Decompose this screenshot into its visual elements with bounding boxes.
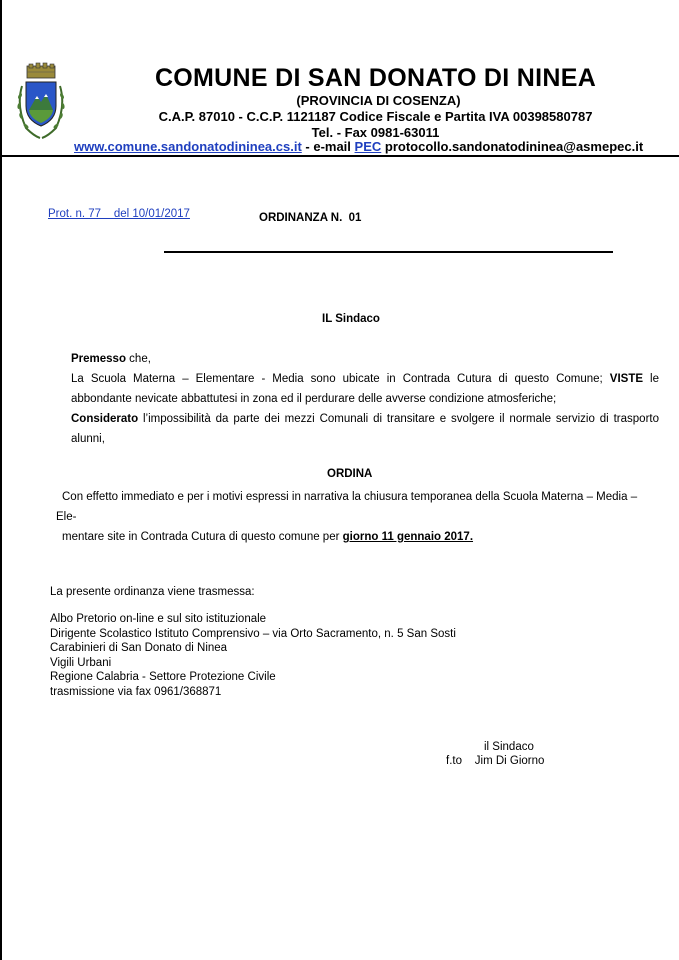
ordina-line-1: Con effetto immediato e per i motivi espressi in narrativa la chiusura temporanea della Scuola Materna – Media – Ele- bbox=[56, 491, 638, 523]
premesso-bold: Premesso bbox=[71, 353, 126, 365]
ordina-line-2 bbox=[56, 527, 653, 547]
sindaco-heading: IL Sindaco bbox=[322, 313, 380, 325]
protocol-number: Prot. n. 77 del 10/01/2017 bbox=[48, 208, 190, 220]
signature-title: il Sindaco bbox=[484, 741, 534, 753]
trasmessa-line: La presente ordinanza viene trasmessa: bbox=[50, 586, 255, 598]
list-item: trasmissione via fax 0961/368871 bbox=[50, 685, 222, 698]
scuola-post: le abbondante nevicate abbattutesi in zona ed il perdurare delle avverse condizione atmosferiche; bbox=[71, 373, 659, 405]
email-prefix: - e-mail bbox=[301, 139, 355, 154]
comune-title: COMUNE DI SAN DONATO DI NINEA bbox=[154, 64, 597, 92]
premesso-rest: che, bbox=[125, 353, 151, 365]
list-item: Vigili Urbani bbox=[50, 656, 112, 669]
tel-fax-line: Tel. - Fax 0981-63011 bbox=[311, 125, 440, 140]
list-item: Regione Calabria - Settore Protezione Civile bbox=[50, 671, 276, 683]
ordina-heading: ORDINA bbox=[327, 468, 373, 480]
letterhead bbox=[60, 63, 679, 154]
considerato-paragraph bbox=[71, 409, 659, 449]
ordinanza-divider bbox=[164, 251, 613, 253]
premesso-line bbox=[71, 349, 659, 369]
recipients-list bbox=[50, 612, 456, 699]
left-border bbox=[0, 0, 2, 960]
viste-bold: VISTE bbox=[609, 373, 644, 385]
contacts-line bbox=[74, 139, 643, 155]
premesso-section bbox=[71, 349, 659, 449]
list-item: Dirigente Scolastico Istituto Comprensivo – via Orto Sacramento, n. 5 San Sosti bbox=[50, 627, 456, 640]
website-link[interactable]: www.comune.sandonatodininea.cs.it bbox=[74, 139, 302, 154]
ordinanza-number: ORDINANZA N. 01 bbox=[259, 212, 362, 224]
considerato-rest: l’impossibilità da parte dei mezzi Comunali di transitare e svolgere il normale servizio di trasporto alunni, bbox=[71, 413, 659, 445]
ordina-line-2-pre: mentare site in Contrada Cutura di questo comune per bbox=[62, 531, 343, 543]
ordina-date: giorno 11 gennaio 2017. bbox=[342, 531, 474, 543]
considerato-bold: Considerato bbox=[71, 413, 139, 425]
pec-link[interactable]: PEC bbox=[354, 139, 382, 154]
scuola-pre: La Scuola Materna – Elementare - Media sono ubicate in Contrada Cutura di questo Comune; bbox=[71, 373, 610, 385]
email-address: protocollo.sandonatodininea@asmepec.it bbox=[381, 139, 644, 154]
header-divider bbox=[0, 155, 679, 157]
scuola-paragraph bbox=[71, 369, 659, 409]
ordina-section bbox=[56, 487, 653, 547]
list-item: Carabinieri di San Donato di Ninea bbox=[50, 642, 228, 654]
cap-line: C.A.P. 87010 - C.C.P. 1121187 Codice Fiscale e Partita IVA 00398580787 bbox=[158, 109, 593, 124]
list-item: Albo Pretorio on-line e sul sito istituzionale bbox=[50, 613, 267, 625]
signature-name: f.to Jim Di Giorno bbox=[446, 755, 545, 767]
provincia-line: (PROVINCIA DI COSENZA) bbox=[296, 93, 461, 108]
